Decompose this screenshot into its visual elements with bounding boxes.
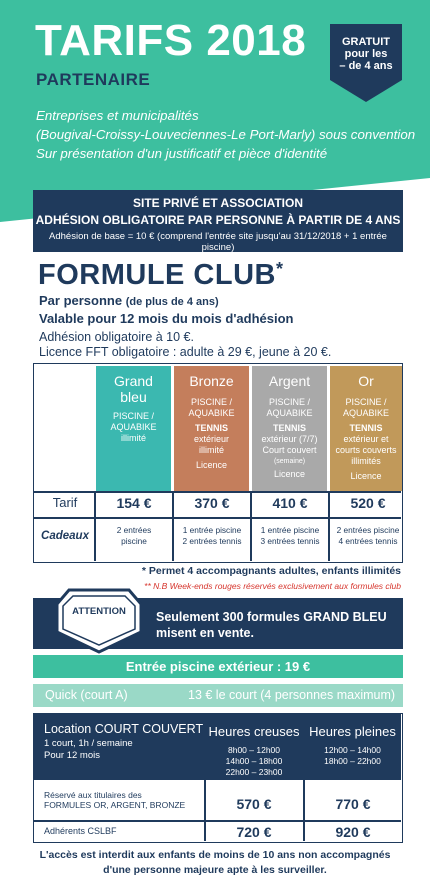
time-slot: 18h00 – 22h00 <box>324 756 381 766</box>
detail-line: Court couvert <box>262 445 317 455</box>
detail-line: AQUABIKE <box>110 422 157 432</box>
formule-star: * <box>275 259 284 279</box>
footnote-companions: * Permet 4 accompagnants adultes, enfants illimités <box>141 565 401 577</box>
price-argent: 410 € <box>272 495 308 511</box>
peak-times <box>304 745 401 767</box>
reserved-holders-label <box>44 790 185 810</box>
formule-title-text: FORMULE CLUB <box>38 259 276 291</box>
footnote-weekends: ** N.B Week-ends rouges réservés exclusivement aux formules club <box>144 581 401 591</box>
quick-court-label: Quick (court A) <box>45 688 128 702</box>
attention-banner <box>33 598 403 649</box>
attention-message <box>156 609 387 641</box>
court-rental-term: Pour 12 mois <box>44 750 100 761</box>
formule-club-title <box>38 259 284 292</box>
badge-line: GRATUIT <box>341 36 391 48</box>
per-person-age: (de plus de 4 ans) <box>125 296 219 308</box>
gift-or <box>330 525 406 547</box>
table-divider <box>34 491 401 493</box>
site-heading: SITE PRIVÉ ET ASSOCIATION <box>132 196 304 210</box>
time-slot: 12h00 – 14h00 <box>324 745 381 755</box>
page-subtitle: PARTENAIRE <box>36 70 151 89</box>
detail-line: PISCINE / <box>190 397 232 407</box>
access-notice <box>20 848 410 878</box>
detail-line: (semaine) <box>273 458 306 465</box>
detail-line: PISCINE / <box>112 411 154 421</box>
peak-label: Heures pleines <box>309 724 396 739</box>
price-grand-bleu: 154 € <box>116 495 152 511</box>
gift-argent <box>252 525 328 547</box>
detail-line: extérieur <box>193 434 229 444</box>
site-base-fee: Adhésion de base = 10 € (comprend l'entrée site jusqu'au 31/12/2018 + 1 entrée piscine) <box>49 231 387 253</box>
gift-line: 2 entrées piscine <box>336 525 400 535</box>
quick-court-bar <box>33 684 403 707</box>
gift-line: 4 entrées tennis <box>338 536 398 546</box>
court-rental-terms <box>44 738 204 762</box>
reserved-line: Réservé aux titulaires des <box>44 790 142 800</box>
gift-line: 2 entrées <box>116 525 152 535</box>
attention-label: ATTENTION <box>72 606 126 617</box>
column-name-line: Grand <box>114 373 153 389</box>
formule-club-table <box>33 363 403 563</box>
detail-line: Licence <box>350 471 382 481</box>
header-line: Sur présentation d'un justificatif et pièce d'identité <box>36 146 328 161</box>
table-divider <box>303 714 305 841</box>
attention-line: misent en vente. <box>156 626 254 640</box>
table-divider <box>204 714 206 841</box>
detail-line: AQUABIKE <box>342 408 389 418</box>
column-name-line: bleu <box>120 389 147 405</box>
licence-text: Licence FFT obligatoire : adulte à 29 €, jeune à 20 €. <box>39 345 332 359</box>
column-name <box>96 373 171 405</box>
site-membership-rule: ADHÉSION OBLIGATOIRE PAR PERSONNE À PARTIR DE 4 ANS <box>35 213 401 227</box>
column-bronze <box>174 366 249 491</box>
detail-line: AQUABIKE <box>188 408 235 418</box>
gift-grand-bleu <box>96 525 172 547</box>
detail-line: PISCINE / <box>268 397 310 407</box>
header-description <box>36 106 415 163</box>
column-name: Or <box>358 373 374 389</box>
time-slot: 14h00 – 18h00 <box>225 756 283 766</box>
attention-badge <box>55 586 143 656</box>
per-person-line <box>39 293 219 308</box>
detail-line: courts couverts <box>335 445 397 455</box>
column-details <box>174 397 249 471</box>
tarif-label: Tarif <box>52 495 78 510</box>
reserved-line: FORMULES OR, ARGENT, BRONZE <box>44 800 186 810</box>
access-notice-line: d'une personne majeure apte à les surveiller. <box>103 864 327 876</box>
gift-line: 2 entrées tennis <box>182 536 242 546</box>
column-details <box>252 397 327 480</box>
page-title: TARIFS 2018 <box>35 16 307 65</box>
detail-line: illimité <box>198 445 224 455</box>
detail-line: PISCINE / <box>345 397 387 407</box>
detail-line: TENNIS <box>349 423 383 433</box>
detail-line: Licence <box>273 469 306 479</box>
court-rental-header <box>34 714 204 780</box>
court-rental-term: 1 court, 1h / semaine <box>44 738 133 749</box>
detail-line: AQUABIKE <box>266 408 313 418</box>
price-or: 520 € <box>350 495 386 511</box>
badge-line: pour les <box>344 48 388 60</box>
detail-line: TENNIS <box>272 423 306 433</box>
detail-line: Licence <box>195 460 228 470</box>
detail-line: TENNIS <box>194 423 228 433</box>
column-or <box>330 366 402 491</box>
peak-header <box>304 714 401 780</box>
price-reserved-off-peak: 570 € <box>236 796 272 812</box>
off-peak-header <box>205 714 303 780</box>
gift-line: 1 entrée piscine <box>260 525 320 535</box>
gift-bronze <box>174 525 250 547</box>
detail-line: illimités <box>351 456 381 466</box>
access-notice-line: L'accès est interdit aux enfants de moins de 10 ans non accompagnés <box>39 849 391 861</box>
off-peak-times <box>205 745 303 778</box>
header-line: (Bougival-Croissy-Louveciennes-Le Port-Marly) sous convention <box>36 127 416 142</box>
quick-court-price: 13 € le court (4 personnes maximum) <box>188 688 396 702</box>
price-reserved-peak: 770 € <box>335 796 371 812</box>
attention-line: Seulement 300 formules GRAND BLEU <box>156 610 387 624</box>
court-rental-title: Location COURT COUVERT <box>44 722 204 736</box>
column-grand-bleu <box>96 366 171 491</box>
header-line: Entreprises et municipalités <box>36 108 199 123</box>
time-slot: 22h00 – 23h00 <box>225 767 283 777</box>
site-membership-box <box>33 190 403 252</box>
price-bronze: 370 € <box>194 495 230 511</box>
cadeaux-label: Cadeaux <box>41 530 89 542</box>
gift-line: piscine <box>121 536 147 546</box>
table-divider <box>34 820 401 822</box>
pool-entry-price: Entrée piscine extérieur : 19 € <box>33 655 403 678</box>
detail-line: extérieur et <box>343 434 389 444</box>
detail-line: illimité <box>120 433 146 443</box>
attention-shield-icon <box>55 586 143 656</box>
price-cslbf-peak: 920 € <box>335 824 371 840</box>
price-cslbf-off-peak: 720 € <box>236 824 272 840</box>
column-name: Bronze <box>189 373 234 389</box>
column-details <box>330 397 402 482</box>
column-name: Argent <box>268 373 311 389</box>
time-slot: 8h00 – 12h00 <box>228 745 280 755</box>
adhesion-info <box>39 330 331 360</box>
validity-text: Valable pour 12 mois du mois d'adhésion <box>39 311 294 326</box>
column-argent <box>252 366 327 491</box>
gift-line: 1 entrée piscine <box>182 525 242 535</box>
table-divider <box>34 517 401 519</box>
badge-line: – de 4 ans <box>339 60 393 72</box>
cslbf-members-label: Adhérents CSLBF <box>44 826 117 836</box>
detail-line: extérieur (7/7) <box>261 434 318 444</box>
court-rental-table <box>33 713 403 843</box>
free-under-4-badge <box>324 24 408 104</box>
column-details <box>96 411 171 444</box>
per-person-label: Par personne <box>39 293 123 308</box>
off-peak-label: Heures creuses <box>208 724 300 739</box>
gift-line: 3 entrées tennis <box>260 536 320 546</box>
adhesion-text: Adhésion obligatoire à 10 €. <box>39 330 194 344</box>
